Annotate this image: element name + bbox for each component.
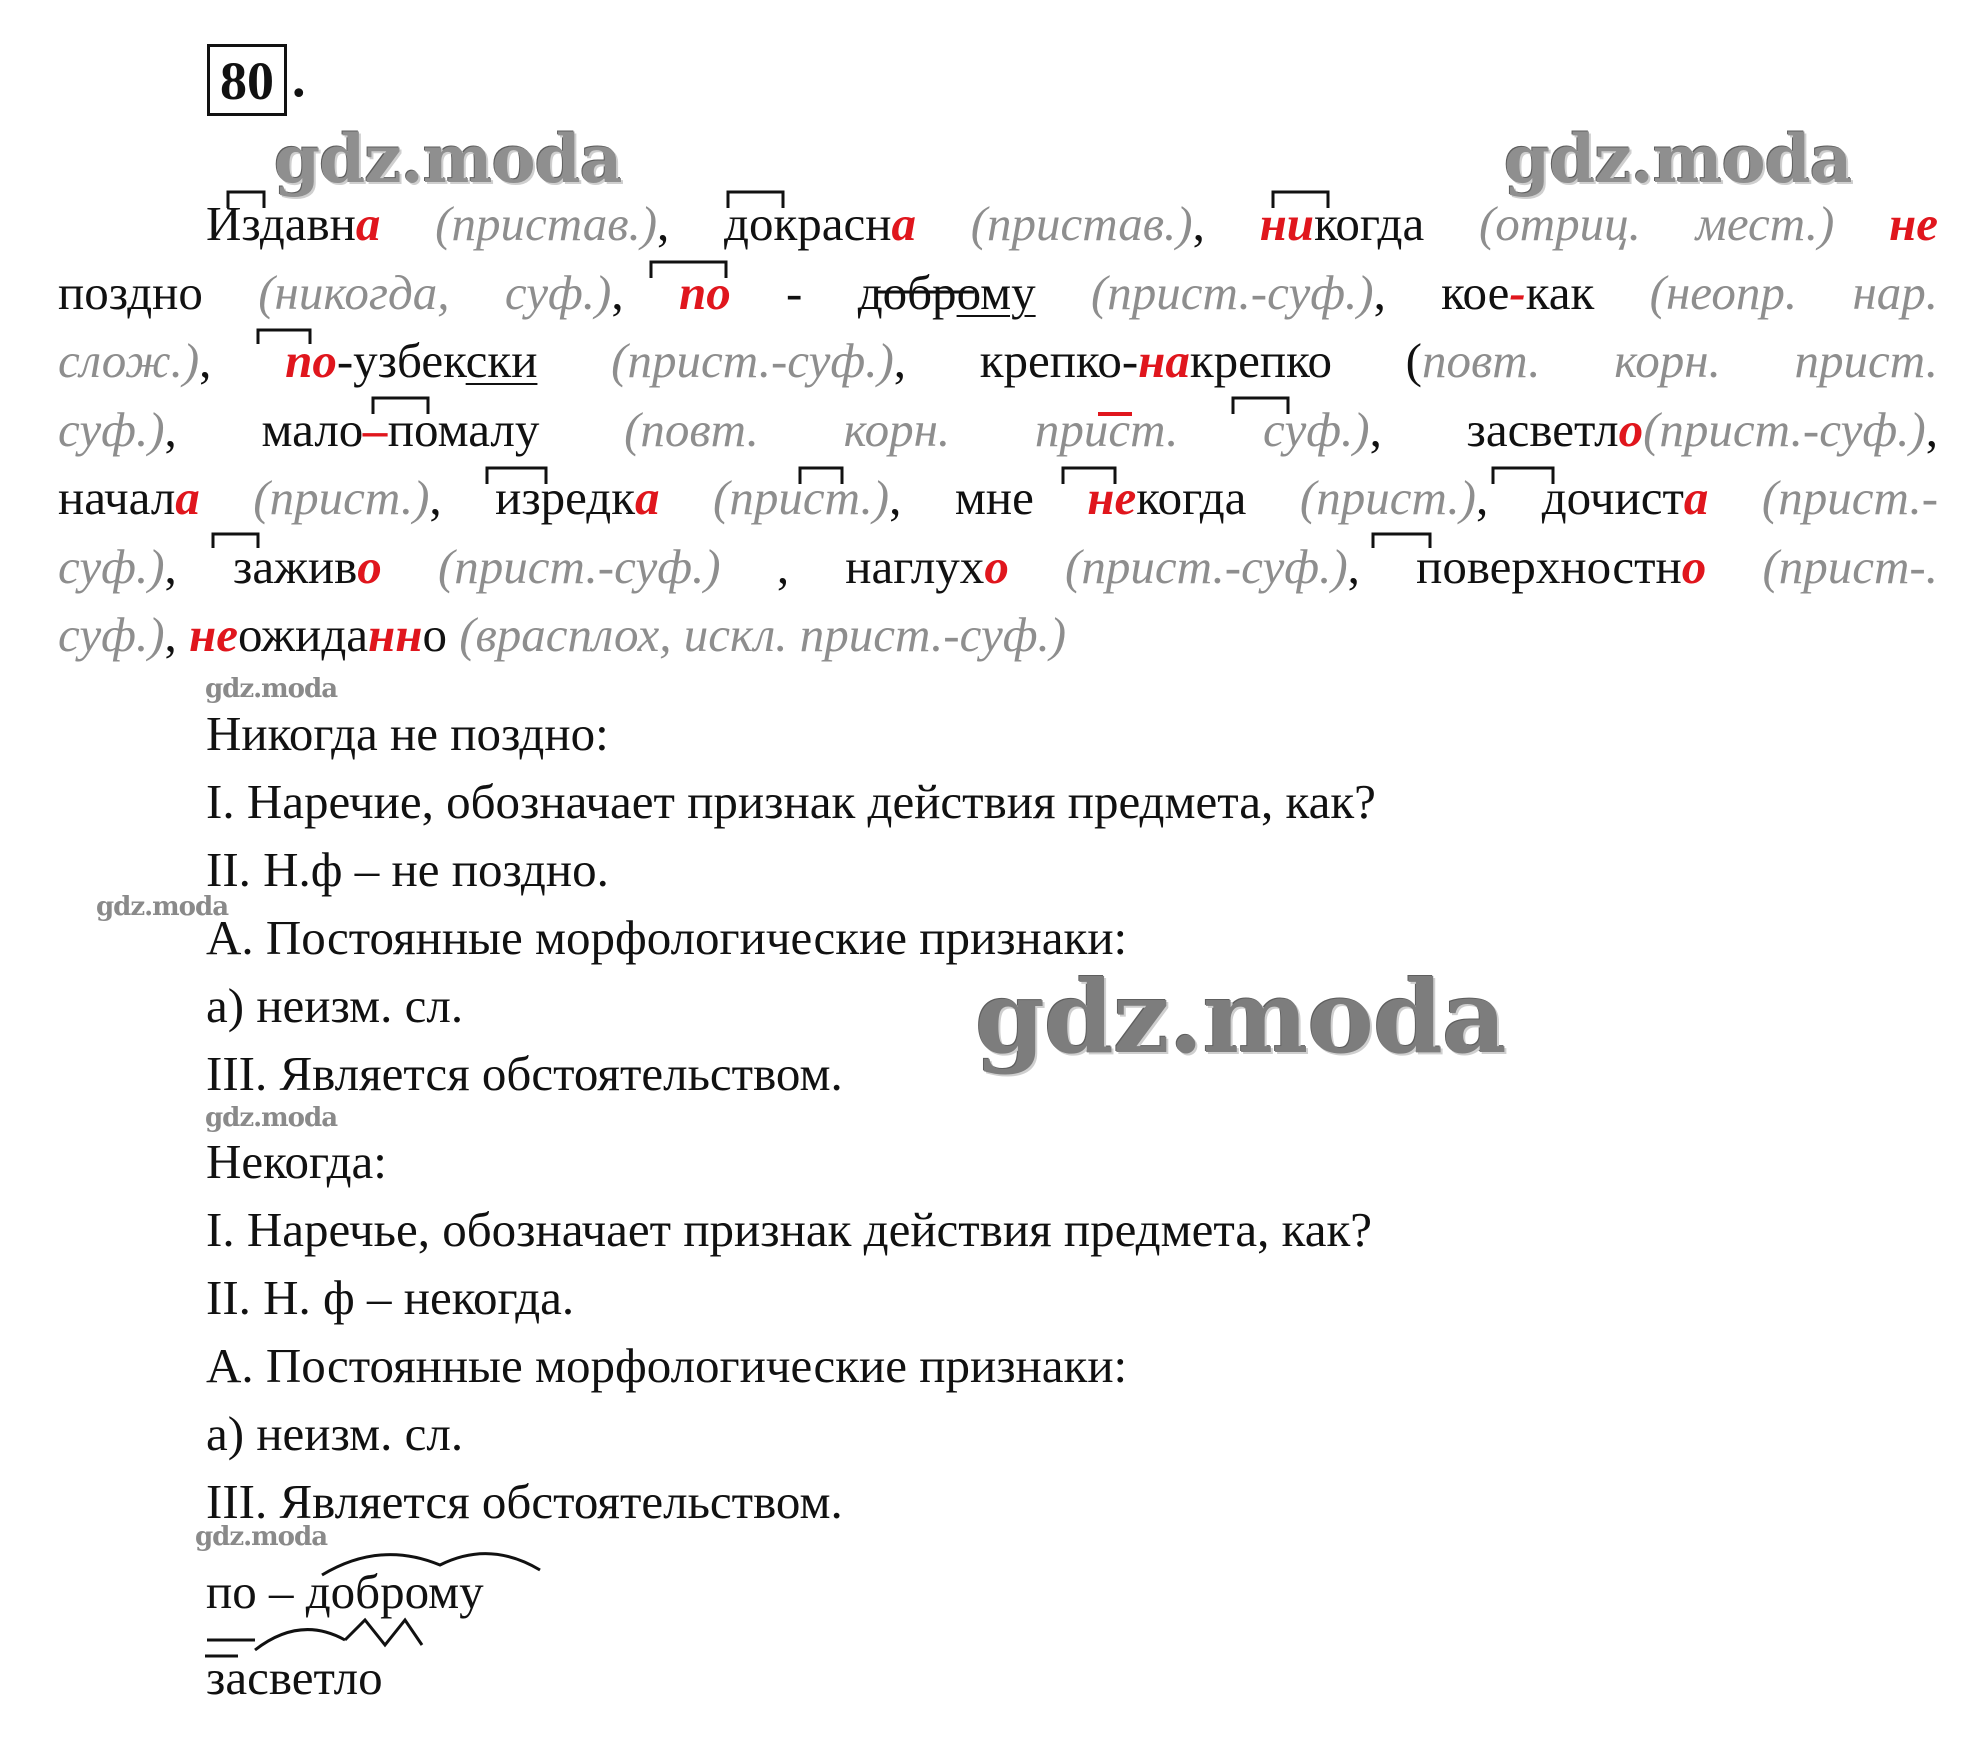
paragraph-segment: крепко ( bbox=[1189, 333, 1422, 388]
paragraph-segment: , засветл bbox=[1369, 401, 1619, 457]
paragraph-segment: а bbox=[635, 470, 660, 525]
watermark-small-3: gdz.moda bbox=[205, 1103, 338, 1133]
paragraph-segment: о bbox=[1618, 401, 1644, 457]
paragraph-segment: , мало bbox=[164, 401, 364, 457]
paragraph-segment: когда bbox=[1136, 470, 1300, 525]
analysis-2-line-2: II. Н. ф – некогда. bbox=[206, 1270, 575, 1325]
paragraph-segment: (пристав.) bbox=[380, 196, 658, 251]
paragraph-segment: не bbox=[1087, 470, 1137, 525]
paragraph-segment: (прист.) bbox=[1299, 470, 1476, 525]
paragraph-segment: (отриц. мест.) bbox=[1478, 196, 1890, 251]
paragraph-segment: - добр bbox=[730, 264, 957, 320]
paragraph-segment: когда bbox=[1314, 196, 1479, 251]
paragraph-segment: (никогда, суф.) bbox=[258, 264, 612, 320]
paragraph-segment: , кое bbox=[1373, 264, 1510, 320]
watermark-small-2: gdz.moda bbox=[96, 892, 229, 922]
paragraph-segment: слож.) bbox=[58, 333, 200, 388]
paragraph-segment: а bbox=[355, 196, 381, 251]
paragraph-segment: о bbox=[1681, 538, 1707, 594]
paragraph-segment: - bbox=[1509, 264, 1526, 320]
paragraph-segment: о bbox=[357, 538, 382, 594]
paragraph-line-1 bbox=[58, 259, 1938, 328]
paragraph-segment: , изредк bbox=[429, 470, 636, 525]
paragraph-line-0 bbox=[58, 190, 1938, 259]
paragraph-segment: , дочист bbox=[1476, 470, 1684, 525]
paragraph-segment: ни bbox=[1259, 196, 1315, 251]
paragraph-segment: ски bbox=[465, 333, 538, 388]
paragraph-segment: (врасплох, искл. прист.-суф.) bbox=[459, 607, 1067, 662]
paragraph-segment: нн bbox=[368, 607, 423, 662]
paragraph-segment: по bbox=[285, 333, 337, 388]
watermark-center: gdz.moda bbox=[975, 958, 1506, 1076]
morpheme-parse-po-dobromu: по – доброму bbox=[206, 1564, 484, 1619]
paragraph-segment: , bbox=[611, 264, 679, 320]
watermark-top-right: gdz.moda bbox=[1504, 120, 1852, 198]
paragraph-segment: – bbox=[363, 401, 388, 457]
paragraph-segment: ожида bbox=[237, 607, 369, 662]
paragraph-segment: (прист.) bbox=[659, 470, 890, 525]
analysis-1-line-0: Никогда не поздно: bbox=[206, 706, 609, 761]
paragraph-segment: поздно bbox=[58, 264, 259, 320]
paragraph-segment: не bbox=[1889, 196, 1938, 251]
paragraph-segment: , bbox=[164, 607, 190, 662]
paragraph-segment: , bbox=[199, 333, 286, 388]
paragraph-segment: , bbox=[1925, 401, 1938, 457]
paragraph-segment: (прист.-суф.) bbox=[381, 538, 777, 594]
paragraph-segment: начал bbox=[58, 470, 176, 525]
paragraph-segment: (пристав.) bbox=[915, 196, 1193, 251]
paragraph-segment: , наглух bbox=[776, 538, 985, 594]
paragraph-segment: -узбек bbox=[336, 333, 466, 388]
paragraph-segment: (повт. корн. прист. суф.) bbox=[624, 401, 1370, 457]
analysis-nekogda bbox=[206, 1128, 1372, 1536]
paragraph-line-4 bbox=[58, 464, 1938, 533]
analysis-2-line-1: I. Наречье, обозначает признак действия предмета, как? bbox=[206, 1202, 1372, 1257]
paragraph-line-2 bbox=[58, 327, 1938, 396]
paragraph-segment: по bbox=[678, 264, 731, 320]
paragraph-line-5 bbox=[58, 533, 1938, 602]
paragraph-segment: (прист.-суф.) bbox=[1035, 264, 1374, 320]
paragraph-segment: помалу bbox=[387, 401, 625, 457]
paragraph-segment: суф.) bbox=[58, 401, 165, 457]
analysis-1-line-4: а) неизм. сл. bbox=[206, 978, 464, 1033]
analysis-2-line-4: а) неизм. сл. bbox=[206, 1406, 464, 1461]
watermark-top-left: gdz.moda bbox=[274, 120, 622, 198]
paragraph-line-6 bbox=[58, 601, 1938, 670]
watermark-small-4: gdz.moda bbox=[195, 1522, 328, 1552]
adverb-paragraph bbox=[58, 190, 1938, 670]
paragraph-line-3 bbox=[58, 396, 1938, 465]
paragraph-segment: , крепко- bbox=[893, 333, 1139, 388]
paragraph-segment: суф.) bbox=[58, 607, 165, 662]
paragraph-segment: (неопр. нар. bbox=[1649, 264, 1939, 320]
paragraph-segment: (прист.- bbox=[1708, 470, 1939, 525]
task-number: 80 bbox=[220, 51, 274, 111]
paragraph-segment: о bbox=[422, 607, 460, 662]
paragraph-segment: , поверхностн bbox=[1347, 538, 1682, 594]
paragraph-segment: , bbox=[1192, 196, 1260, 251]
paragraph-segment: как bbox=[1525, 264, 1650, 320]
paragraph-segment: ому bbox=[956, 264, 1036, 320]
analysis-1-line-3: А. Постоянные морфологические признаки: bbox=[206, 910, 1128, 965]
analysis-2-line-3: А. Постоянные морфологические признаки: bbox=[206, 1338, 1128, 1393]
morph-root-arc-2 bbox=[255, 1630, 345, 1650]
paragraph-segment: а bbox=[175, 470, 200, 525]
task-number-dot: . bbox=[292, 48, 306, 108]
watermark-small-1: gdz.moda bbox=[205, 674, 338, 704]
paragraph-segment: , мне bbox=[889, 470, 1088, 525]
paragraph-segment: , зажив bbox=[164, 538, 358, 594]
paragraph-segment: на bbox=[1138, 333, 1190, 388]
paragraph-segment: , bbox=[657, 196, 725, 251]
analysis-1-line-5: III. Является обстоятельством. bbox=[206, 1046, 843, 1101]
morpheme-parse-zasvetlo: засветло bbox=[206, 1650, 383, 1705]
paragraph-segment: Издавн bbox=[206, 196, 356, 251]
analysis-1-line-1: I. Наречие, обозначает признак действия предмета, как? bbox=[206, 774, 1376, 829]
paragraph-segment: а bbox=[1683, 470, 1709, 525]
paragraph-segment: (прист.) bbox=[199, 470, 430, 525]
paragraph-segment: повт. корн. прист. bbox=[1422, 333, 1939, 388]
analysis-2-line-0: Некогда: bbox=[206, 1134, 387, 1189]
paragraph-segment: о bbox=[984, 538, 1009, 594]
paragraph-segment: докрасн bbox=[724, 196, 892, 251]
analysis-2-line-5: III. Является обстоятельством. bbox=[206, 1474, 843, 1529]
paragraph-segment: (прист.-суф.) bbox=[537, 333, 894, 388]
analysis-1-line-2: II. Н.ф – не поздно. bbox=[206, 842, 609, 897]
paragraph-segment: не bbox=[189, 607, 238, 662]
paragraph-segment: (прист.-суф.) bbox=[1008, 538, 1348, 594]
paragraph-segment: а bbox=[891, 196, 916, 251]
paragraph-segment: (прист-. bbox=[1706, 538, 1938, 594]
paragraph-segment: суф.) bbox=[58, 538, 165, 594]
paragraph-segment: (прист.-суф.) bbox=[1643, 401, 1926, 457]
morph-suffix-zigzag bbox=[345, 1620, 422, 1645]
